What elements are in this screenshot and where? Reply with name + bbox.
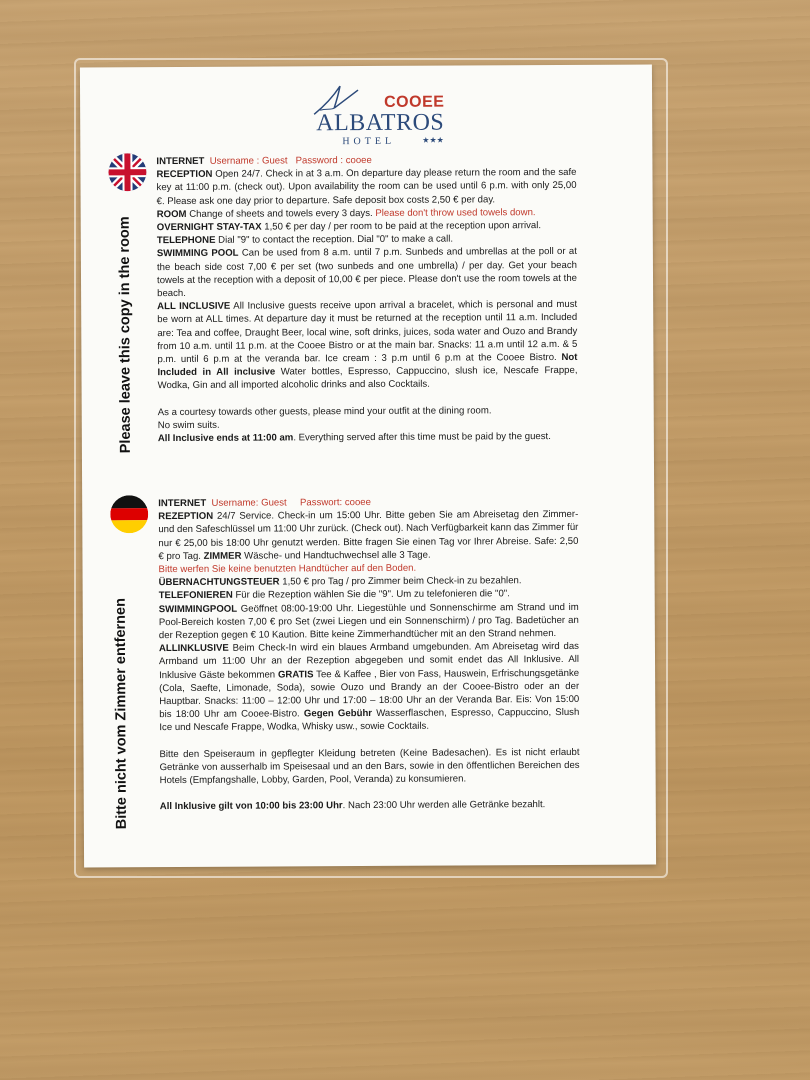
no-swim-line: No swim suits. bbox=[157, 419, 220, 431]
pool-paragraph: SWIMMING POOL Can be used from 8 a.m. until 7 p.m. Sunbeds and umbrellas at the poll or at the beach side cost 7,00 € per set (two sunbeds and one umbrella) / per day. Get your beach towels at the reception with a deposit of 10,00 € per piece. Please don't use the room towels at the beach. bbox=[156, 246, 578, 300]
de-telefon-paragraph: TELEFONIEREN Für die Rezeption wählen Sie die "9". Um zu telefonieren die "0". bbox=[158, 588, 510, 602]
de-dress-paragraph: Bitte den Speiseraum in gepflegter Kleidung betreten (Keine Badesachen). Es ist nicht erlaubt Getränke von ausserhalb im Speisesaal und an den Bars, sowie in den öffentlichen Bereichen des Hotels (Empfangshalle, Lobby, Garden, Pool, Veranda) zu konsumieren. bbox=[159, 746, 580, 787]
logo-cooee: COOEE bbox=[384, 93, 445, 111]
logo-name: ALBATROS bbox=[316, 109, 445, 137]
de-pool-paragraph: SWIMMINGPOOL Geöffnet 08:00-19:00 Uhr. Liegestühle und Sonnenschirme am Strand und im Pool-Bereich kosten 7,00 € pro Set (zwei Liegen und ein Sonnenschirm) / pro Tag. Badetücher an der Rezeption gegen € 10 Kaution. Bitte keine Zimmerhandtücher mit an den Strand nehmen. bbox=[158, 601, 579, 642]
de-rezeption-paragraph: REZEPTION 24/7 Service. Check-in um 15:00 Uhr. Bitte geben Sie am Abreisetag den Zimmer- und den Safeschlüssel um 11:00 Uhr zurück. (Check out). Nach Verfügbarkeit kann das Zimmer für nur € 25,00 bis 18:00 Uhr genutzt werden. Bitte fragen Sie einen Tag vor Ihrer Abreise. Safe: 2,50 € pro Tag. ZIMMER Wäsche- und Handtuchwechsel alle 3 Tage. bbox=[158, 509, 579, 562]
reception-paragraph: RECEPTION Open 24/7. Check in at 3 a.m. On departure day please return the room and the safe key at 11:00 p.m. (check out). Upon availability the room can be used until 6 p.m. with only 25,00 €. Please ask one day prior to departure. Safe deposit box costs 2,50 € per day. bbox=[156, 167, 577, 207]
de-ends-line: All Inklusive gilt von 10:00 bis 23:00 Uhr. Nach 23:00 Uhr werden alle Getränke bezahlt. bbox=[159, 799, 546, 813]
ends-line: All Inclusive ends at 11:00 am. Everything served after this time must be paid by the guest. bbox=[157, 431, 551, 445]
de-allinklusive-paragraph: ALLINKLUSIVE Beim Check-In wird ein blaues Armband umgebunden. Am Abreisetag wird das Armband um 11:00 Uhr an der Rezeption abgegeben und somit endet das All Inklusive. All Inklusive Gäste bekommen GRATIS Tee & Kaffee , Bier von Fass, Hauswein, Erfrischungsgetänke (Cola, Saefte, Limonade, Soda), sowie Ouzo und Brandy an der Cooee-Bistro oder an der Hauptbar. Snacks: 11:00 – 12:00 Uhr und 17:00 – 18:00 Uhr an der Veranda Bar. Eis: Von 15:00 bis 18:00 Uhr am Cooee-Bistro. Gegen Gebühr Wasserflaschen, Espresso, Cappuccino, Slush Ice und Nescafe Frappe, Wodka, Whisky usw., sowie Cocktails. bbox=[158, 641, 580, 734]
all-inclusive-paragraph: ALL INCLUSIVE All Inclusive guests receive upon arrival a bracelet, which is personal and must be worn at ALL times. At departure day it must be returned at the reception until 11 a.m. Included are: Tea and coffee, Draught Beer, local wine, soft drinks, juices, soda water and Ouzo and Brandy from 10 a.m. until 11 p.m. at the Cooee Bistro or at the main bar. Snacks: 11 a.m until 12 a.m. & 5 p.m. until 6 p.m at the veranda bar. Ice cream : 3 p.m until 6 p.m at the Cooee Bistro. Not Included in All inclusive Water bottles, Espresso, Cappuccino, slush ice, Nescafe Frappe, Wodka, Gin and all imported alcoholic drinks and also Cocktails. bbox=[157, 299, 578, 392]
german-section bbox=[158, 495, 580, 814]
hotel-logo bbox=[302, 80, 452, 151]
telephone-paragraph: TELEPHONE Dial "9" to contact the reception. Dial "0" to make a call. bbox=[156, 233, 454, 247]
room-paragraph: ROOM Change of sheets and towels every 3 days. Please don't throw used towels down. bbox=[156, 206, 536, 220]
hotel-info-sheet bbox=[80, 65, 656, 868]
logo-hotel: HOTEL bbox=[342, 135, 396, 148]
german-flag-icon bbox=[110, 495, 148, 533]
de-internet-line: INTERNET Username: Guest Passwort: cooee bbox=[158, 496, 371, 510]
de-towel-warning: Bitte werfen Sie keine benutzten Handtücher auf den Boden. bbox=[158, 562, 417, 576]
courtesy-line: As a courtesy towards other guests, please mind your outfit at the dining room. bbox=[157, 405, 492, 418]
side-note-german: Bitte nicht vom Zimmer entfernen bbox=[112, 598, 130, 830]
side-note-english: Please leave this copy in the room bbox=[116, 216, 134, 454]
internet-line: INTERNET Username : Guest Password : cooee bbox=[156, 154, 372, 168]
logo-stars: ★★★ bbox=[422, 135, 444, 145]
english-section bbox=[156, 153, 578, 445]
tax-paragraph: OVERNIGHT STAY-TAX 1,50 € per day / per room to be paid at the reception upon arrival. bbox=[156, 220, 542, 234]
de-steuer-paragraph: ÜBERNACHTUNGSTEUER 1,50 € pro Tag / pro Zimmer beim Check-in zu bezahlen. bbox=[158, 575, 522, 589]
uk-flag-icon bbox=[108, 153, 146, 191]
